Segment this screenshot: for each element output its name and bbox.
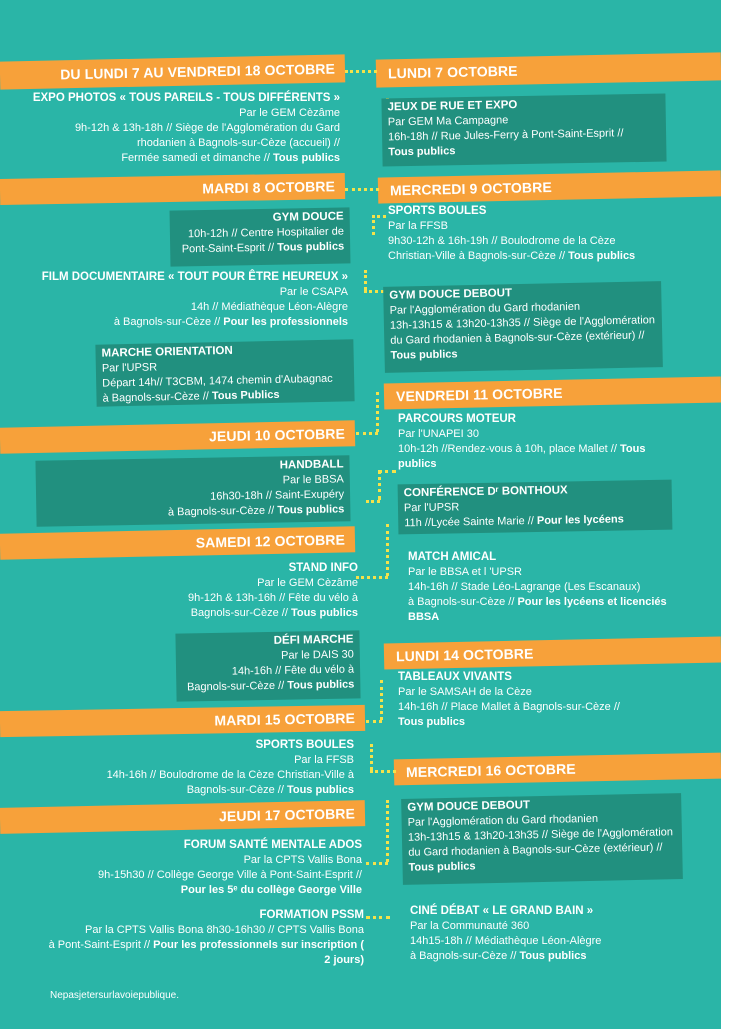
event-location: du Gard rhodanien à Bagnols-sur-Cèze (extérieur) // xyxy=(408,841,663,859)
event-organizer: Par l'UPSR xyxy=(101,361,158,375)
event-audience: Pour les 5ᵉ du collège George Ville xyxy=(180,884,362,896)
event-audience: Tous publics xyxy=(519,950,587,962)
event-details: 14h-16h // Fête du vélo à xyxy=(231,663,355,678)
event-cine-debat xyxy=(410,904,690,964)
connector xyxy=(378,470,381,500)
event-title: GYM DOUCE DEBOUT xyxy=(407,799,531,814)
event-organizer: Par la FFSB xyxy=(294,754,354,766)
event-marche xyxy=(95,339,354,406)
event-details: 13h-13h15 & 13h20-13h35 // Siège de l'Agglomération xyxy=(407,826,674,844)
event-details xyxy=(410,949,690,964)
event-gym-debout-16 xyxy=(401,793,683,885)
event-location: Christian-Ville à Bagnols-sur-Cèze // xyxy=(388,250,566,262)
event-audience: Tous publics xyxy=(277,503,345,517)
event-handball xyxy=(35,455,350,526)
connector xyxy=(356,432,378,435)
event-details: rhodanien à Bagnols-sur-Cèze (accueil) // xyxy=(137,137,340,149)
event-audience: Tous publics xyxy=(388,145,456,159)
event-film xyxy=(30,270,348,330)
event-parcours-moteur xyxy=(398,412,664,472)
event-audience: Tous publics xyxy=(290,607,358,619)
connector xyxy=(378,470,396,473)
event-details: 14h-16h // Stade Léo-Lagrange (Les Escanaux) xyxy=(408,581,641,593)
band-samedi-12: SAMEDI 12 OCTOBRE xyxy=(0,526,355,559)
event-conference xyxy=(398,480,673,535)
event-defi-marche xyxy=(175,630,360,701)
event-details xyxy=(404,512,666,532)
event-details xyxy=(398,442,664,472)
connector xyxy=(370,744,373,770)
event-details xyxy=(408,595,676,625)
event-audience: Pour les professionnels sur inscription ( 2 jours) xyxy=(153,939,364,966)
event-details: 9h30-12h & 16h-19h // Boulodrome de la Cèze xyxy=(388,235,616,247)
event-details xyxy=(174,240,344,258)
event-details: Par la CPTS Vallis Bona 8h30-16h30 // CPTS Vallis Bona xyxy=(84,924,364,936)
event-organizer: Par l'UPSR xyxy=(403,501,460,515)
event-sports-boules-9 xyxy=(388,204,688,264)
event-audience: Tous publics xyxy=(272,152,340,164)
event-details: 14h-16h // Boulodrome de la Cèze Christian-Ville à xyxy=(106,769,354,781)
event-gym-douce xyxy=(170,207,351,266)
connector xyxy=(376,392,379,432)
event-title: MATCH AMICAL xyxy=(408,551,497,563)
event-title: EXPO PHOTOS « TOUS PAREILS - TOUS DIFFÉRENTS » xyxy=(32,92,340,104)
event-title: TABLEAUX VIVANTS xyxy=(398,671,512,683)
event-audience: Tous publics xyxy=(286,784,354,796)
event-organizer: Par l'Agglomération du Gard rhodanien xyxy=(407,812,599,829)
event-audience: Tous publics xyxy=(398,443,646,470)
event-location: à Bagnols-sur-Cèze // xyxy=(410,950,517,962)
event-title: SPORTS BOULES xyxy=(255,739,354,751)
event-title: HANDBALL xyxy=(279,458,344,472)
event-organizer: Par l'Agglomération du Gard rhodanien xyxy=(389,300,581,317)
event-details: 14h15-18h // Médiathèque Léon-Alègre xyxy=(410,935,602,947)
event-details xyxy=(150,606,358,621)
event-details xyxy=(30,315,348,330)
event-sports-boules-15 xyxy=(60,738,354,798)
event-title: JEUX DE RUE ET EXPO xyxy=(387,99,518,114)
connector xyxy=(386,800,389,862)
event-formation-pssm xyxy=(40,908,364,968)
event-details: 9h-12h & 13h-18h // Siège de l'Agglomération du Gard xyxy=(74,122,340,134)
event-location: Bagnols-sur-Cèze // xyxy=(186,679,285,694)
event-note: Fermée samedi et dimanche // xyxy=(121,152,270,164)
event-title: SPORTS BOULES xyxy=(388,205,487,217)
event-title: FORMATION PSSM xyxy=(259,909,364,921)
event-organizer: Par la Communauté 360 xyxy=(410,920,530,932)
event-details xyxy=(388,249,688,264)
event-title: FILM DOCUMENTAIRE « TOUT POUR ÊTRE HEUREUX » xyxy=(41,271,348,283)
event-organizer: Par l'UNAPEI 30 xyxy=(398,428,479,440)
event-audience: Pour les lycéens xyxy=(536,513,624,527)
event-details: 14h-16h // Place Mallet à Bagnols-sur-Cèze // xyxy=(398,701,620,713)
event-details: 14h // Médiathèque Léon-Alègre xyxy=(190,301,348,313)
event-match-amical xyxy=(408,550,676,625)
event-audience: Tous publics xyxy=(568,250,636,262)
event-details: 9h-15h30 // Collège George Ville à Pont-Saint-Esprit // xyxy=(98,869,362,881)
connector xyxy=(380,680,383,720)
event-title: MARCHE ORIENTATION xyxy=(101,344,233,360)
event-organizer: Par le CSAPA xyxy=(279,286,348,298)
band-mardi-15: MARDI 15 OCTOBRE xyxy=(0,705,365,737)
event-details xyxy=(180,677,354,695)
event-details: 16h30-18h // Saint-Exupéry xyxy=(210,488,345,503)
band-lundi-14: LUNDI 14 OCTOBRE xyxy=(384,636,721,669)
event-title: GYM DOUCE DEBOUT xyxy=(389,287,513,302)
band-vendredi-11: VENDREDI 11 OCTOBRE xyxy=(384,376,721,409)
event-location: 11h //Lycée Sainte Marie // xyxy=(404,515,534,530)
event-location: Bagnols-sur-Cèze // xyxy=(190,607,288,619)
event-stand-info xyxy=(150,561,358,621)
event-organizer: Par le GEM Cèzâme xyxy=(257,577,358,589)
event-audience: Tous Publics xyxy=(211,388,280,403)
event-location: 10h-12h //Rendez-vous à 10h, place Mallet // xyxy=(398,443,617,455)
event-details: Départ 14h// T3CBM, 1474 chemin d'Aubagnac xyxy=(102,372,333,390)
event-location: du Gard rhodanien à Bagnols-sur-Cèze (extérieur) // xyxy=(390,329,645,347)
event-jeux-de-rue xyxy=(381,94,666,167)
footer-note: Nepasjetersurlavoiepublique. xyxy=(50,990,179,1001)
event-details: 16h-18h // Rue Jules-Ferry à Pont-Saint-Esprit // xyxy=(388,127,624,144)
connector xyxy=(372,215,386,218)
event-tableaux-vivants xyxy=(398,670,688,730)
event-details xyxy=(60,783,354,798)
event-location: à Pont-Saint-Esprit // xyxy=(48,939,151,951)
event-title: CINÉ DÉBAT « LE GRAND BAIN » xyxy=(410,905,594,917)
event-organizer: Par le DAIS 30 xyxy=(280,648,354,662)
connector xyxy=(386,524,389,576)
event-expo-photos xyxy=(30,91,340,166)
event-title: STAND INFO xyxy=(288,562,358,574)
event-title: FORUM SANTÉ MENTALE ADOS xyxy=(183,839,362,851)
connector xyxy=(364,290,384,293)
event-location: à Bagnols-sur-Cèze // xyxy=(167,504,275,519)
event-details xyxy=(30,151,340,166)
event-organizer: Par le SAMSAH de la Cèze xyxy=(398,686,532,698)
event-organizer: Par la FFSB xyxy=(388,220,448,232)
event-title: PARCOURS MOTEUR xyxy=(398,413,516,425)
event-gym-debout-9 xyxy=(383,281,663,373)
event-organizer: Par le BBSA xyxy=(282,473,344,487)
event-audience: Tous publics xyxy=(277,240,345,254)
event-audience: Tous publics xyxy=(398,716,466,728)
event-details: 10h-12h // Centre Hospitalier de xyxy=(187,225,345,241)
connector xyxy=(370,770,396,773)
event-audience: Tous publics xyxy=(287,678,355,692)
connector xyxy=(364,270,367,290)
event-organizer: Par le BBSA et l 'UPSR xyxy=(408,566,522,578)
connector xyxy=(372,215,375,235)
connector xyxy=(366,862,388,865)
event-title: DÉFI MARCHE xyxy=(273,633,354,647)
event-location: Bagnols-sur-Cèze // xyxy=(186,784,284,796)
band-jeudi-10: JEUDI 10 OCTOBRE xyxy=(0,420,355,453)
band-week: DU LUNDI 7 AU VENDREDI 18 OCTOBRE xyxy=(0,54,345,89)
event-forum xyxy=(40,838,362,898)
page-margin xyxy=(721,0,731,1029)
band-mardi-8: MARDI 8 OCTOBRE xyxy=(0,173,345,205)
event-location: à Bagnols-sur-Cèze // xyxy=(102,390,210,405)
band-jeudi-17: JEUDI 17 OCTOBRE xyxy=(0,800,365,834)
event-location: Pont-Saint-Esprit // xyxy=(181,241,275,256)
event-details: 9h-12h & 13h-16h // Fête du vélo à xyxy=(187,592,358,604)
event-location: à Bagnols-sur-Cèze // xyxy=(113,316,221,328)
event-audience: Pour les lycéens et licenciés BBSA xyxy=(408,596,667,623)
band-lundi-7: LUNDI 7 OCTOBRE xyxy=(376,52,721,87)
event-details: 13h-13h15 & 13h20-13h35 // Siège de l'Agglomération xyxy=(389,314,656,332)
event-location: à Bagnols-sur-Cèze // xyxy=(408,596,515,608)
connector xyxy=(366,500,380,503)
connector xyxy=(366,916,390,919)
connector xyxy=(345,70,377,73)
event-audience: Tous publics xyxy=(390,348,458,362)
band-mercredi-9: MERCREDI 9 OCTOBRE xyxy=(378,170,721,203)
connector xyxy=(366,720,382,723)
event-title: GYM DOUCE xyxy=(272,210,344,224)
connector xyxy=(356,576,388,579)
connector xyxy=(345,188,379,191)
event-audience: Pour les professionnels xyxy=(223,316,348,328)
band-mercredi-16: MERCREDI 16 OCTOBRE xyxy=(394,753,721,786)
event-title: CONFÉRENCE Dʳ BONTHOUX xyxy=(403,484,568,500)
event-organizer: Par GEM Ma Campagne xyxy=(387,114,509,129)
event-details xyxy=(40,938,364,968)
event-audience: Tous publics xyxy=(408,860,476,874)
event-organizer: Par le GEM Cèzâme xyxy=(239,107,340,119)
event-organizer: Par la CPTS Vallis Bona xyxy=(243,854,362,866)
